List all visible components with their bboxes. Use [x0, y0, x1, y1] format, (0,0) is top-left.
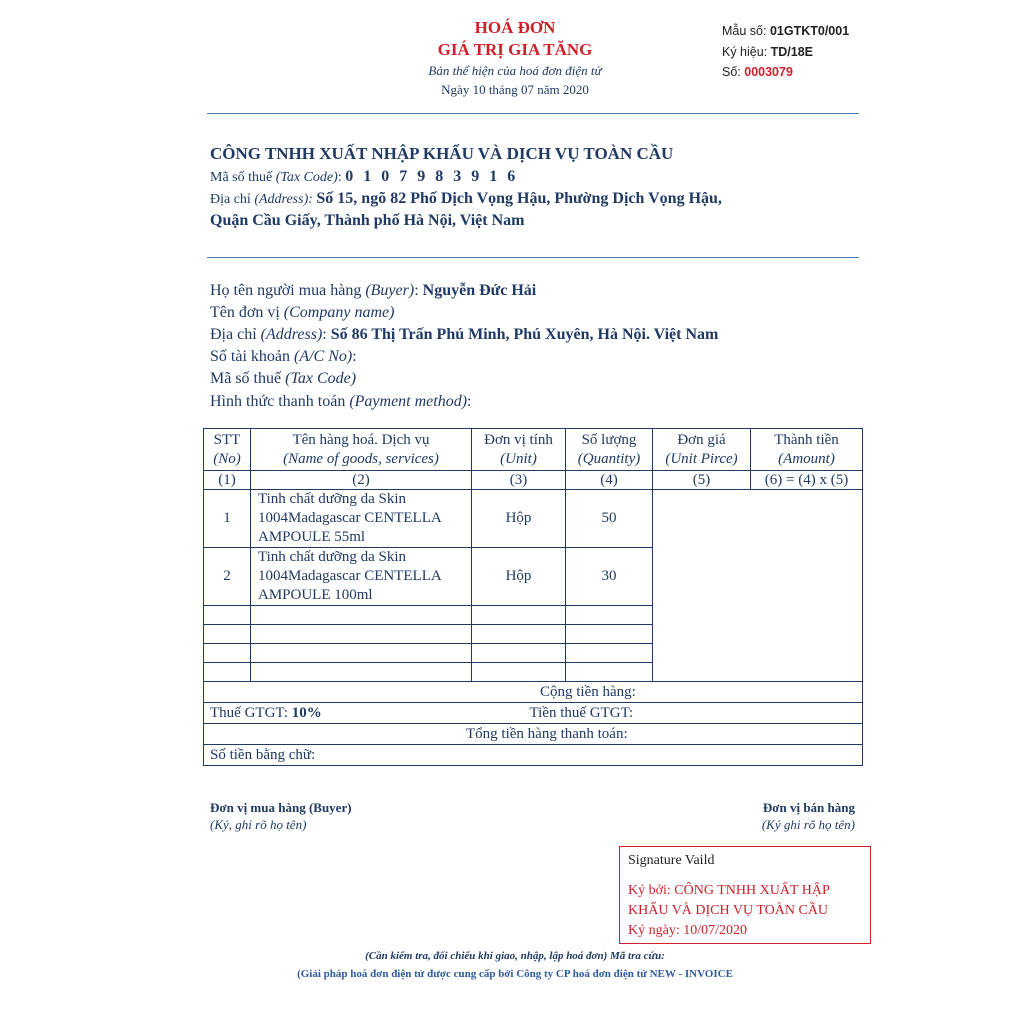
buyer-name-label: Họ tên người mua hàng [210, 282, 366, 299]
buyer-account-row: Số tài khoản (A/C No): [210, 348, 357, 365]
buyer-company-label-en: (Company name) [283, 304, 395, 321]
seller-divider [207, 257, 859, 258]
invoice-number-value: 0003079 [744, 65, 793, 79]
signature-valid-label: Signature Vaild [628, 853, 715, 868]
row-goods-name: Tinh chất dưỡng da Skin 1004Madagascar CENTELLA AMPOULE 100ml [251, 548, 472, 606]
buyer-address-label-en: (Address) [260, 326, 323, 343]
seller-tax-code: 0 1 0 7 9 8 3 9 1 6 [345, 168, 519, 185]
footer-lookup-note: (Cần kiểm tra, đối chiếu khi giao, nhập, lập hoá đơn) Mã tra cứu: [365, 950, 665, 962]
form-number-label: Mẫu số: [722, 24, 770, 38]
row-no: 1 [204, 490, 251, 548]
footer-provider-note: (Giải pháp hoá đơn điện tử được cung cấp bởi Công ty CP hoá đơn điện tử NEW - INVOICE [297, 968, 733, 980]
invoice-title-line1: HOÁ ĐƠN [474, 18, 556, 37]
col-number: (2) [251, 471, 472, 490]
seller-signature-title: Đơn vị bán hàng [762, 800, 855, 815]
col-header-no: STT (No) [204, 429, 251, 471]
col-header-amount: Thành tiền (Amount) [751, 429, 863, 471]
col-number: (5) [653, 471, 751, 490]
col-number: (4) [566, 471, 653, 490]
buyer-payment-label-en: (Payment method) [349, 393, 468, 410]
seller-address-row [210, 190, 722, 208]
buyer-signature-note: (Ký, ghi rõ họ tên) [210, 817, 307, 832]
seller-signature-block [700, 800, 855, 833]
vat-amount-label: Tiền thuế GTGT: [529, 704, 634, 721]
buyer-signature-block [210, 800, 352, 833]
col-header-unit-price: Đơn giá (Unit Pirce) [653, 429, 751, 471]
row-unit: Hộp [472, 548, 566, 606]
total-row [204, 724, 863, 745]
invoice-number [722, 65, 793, 79]
invoice-number-label: Số: [722, 65, 745, 79]
seller-tax-label: Mã số thuế [210, 170, 276, 185]
buyer-address-row: Địa chỉ (Address): Số 86 Thị Trấn Phú Minh, Phú Xuyên, Hà Nội. Việt Nam [210, 326, 719, 343]
vat-cell [204, 703, 863, 724]
invoice-date: Ngày 10 tháng 07 năm 2020 [441, 82, 589, 97]
buyer-tax-row [210, 370, 356, 388]
total-label: Tổng tiền hàng thanh toán: [204, 724, 863, 745]
signed-date: Ký ngày: 10/07/2020 [628, 923, 747, 938]
vat-row [204, 703, 863, 724]
buyer-company-row [210, 304, 394, 322]
buyer-address-label: Địa chỉ [210, 326, 261, 343]
buyer-payment-row: Hình thức thanh toán (Payment method): [210, 393, 472, 410]
vat-label: Thuế GTGT: [210, 704, 292, 721]
form-number-value: 01GTKT0/001 [769, 24, 850, 38]
amount-in-words-row [204, 745, 863, 766]
col-number: (6) = (4) x (5) [751, 471, 863, 490]
col-number: (1) [204, 471, 251, 490]
buyer-account-label-en: (A/C No) [294, 348, 353, 365]
items-table [203, 428, 863, 766]
buyer-tax-label: Mã số thuế [210, 370, 286, 387]
seller-address-line1: Số 15, ngõ 82 Phố Dịch Vọng Hậu, Phường Dịch Vọng Hậu, [316, 190, 722, 207]
buyer-payment-label: Hình thức thanh toán [210, 393, 350, 410]
subtotal-row [204, 682, 863, 703]
signed-by-line2: KHẨU VÀ DỊCH VỤ TOÀN CẦU [628, 903, 829, 918]
row-goods-name: Tinh chất dưỡng da Skin 1004Madagascar CENTELLA AMPOULE 55ml [251, 490, 472, 548]
seller-tax-label-en: (Tax Code) [275, 170, 338, 185]
row-quantity: 50 [566, 490, 653, 548]
seller-address-label-en: (Address): [254, 192, 313, 207]
row-no: 2 [204, 548, 251, 606]
invoice-symbol [722, 45, 813, 59]
buyer-signature-title: Đơn vị mua hàng (Buyer) [210, 800, 352, 815]
seller-address-line2: Quận Cầu Giấy, Thành phố Hà Nội, Việt Nam [210, 212, 525, 229]
table-row [204, 490, 863, 548]
vat-rate: 10% [291, 704, 322, 721]
invoice-title-line2: GIÁ TRỊ GIA TĂNG [437, 40, 593, 59]
buyer-name-row: Họ tên người mua hàng (Buyer): Nguyễn Đức Hải [210, 282, 537, 299]
price-amount-merged-cell [653, 490, 863, 682]
invoice-symbol-value: TD/18E [770, 45, 814, 59]
subtotal-label: Cộng tiền hàng: [204, 682, 863, 703]
digital-signature-box [619, 846, 871, 944]
row-quantity: 30 [566, 548, 653, 606]
signed-by-line1: Ký bởi: CÔNG TNHH XUẤT HẬP [628, 883, 830, 898]
buyer-company-label: Tên đơn vị [210, 304, 284, 321]
col-header-quantity: Số lượng (Quantity) [566, 429, 653, 471]
buyer-tax-label-en: (Tax Code) [285, 370, 357, 387]
seller-tax-row: Mã số thuế (Tax Code): 0 1 0 7 9 8 3 9 1 6 [210, 168, 519, 185]
buyer-name-value: Nguyễn Đức Hải [422, 282, 537, 299]
buyer-account-label: Số tài khoản [210, 348, 294, 365]
seller-address-label: Địa chỉ [210, 192, 255, 207]
row-unit: Hộp [472, 490, 566, 548]
seller-signature-note: (Ký ghi rõ họ tên) [761, 817, 855, 832]
form-number [722, 24, 849, 38]
col-header-unit: Đơn vị tính (Unit) [472, 429, 566, 471]
table-colnum-row [204, 471, 863, 490]
amount-in-words-label: Số tiền bằng chữ: [204, 745, 863, 766]
buyer-name-label-en: (Buyer) [365, 282, 415, 299]
col-header-name: Tên hàng hoá. Dịch vụ (Name of goods, services) [251, 429, 472, 471]
buyer-address-value: Số 86 Thị Trấn Phú Minh, Phú Xuyên, Hà Nội. Việt Nam [330, 326, 719, 343]
col-number: (3) [472, 471, 566, 490]
table-header-row [204, 429, 863, 471]
seller-name: CÔNG TNHH XUẤT NHẬP KHẨU VÀ DỊCH VỤ TOÀN CẦU [210, 144, 674, 163]
header-divider [207, 113, 859, 114]
invoice-symbol-label: Ký hiệu: [722, 45, 771, 59]
invoice-subtitle: Bản thể hiện của hoá đơn điện tử [428, 63, 602, 78]
